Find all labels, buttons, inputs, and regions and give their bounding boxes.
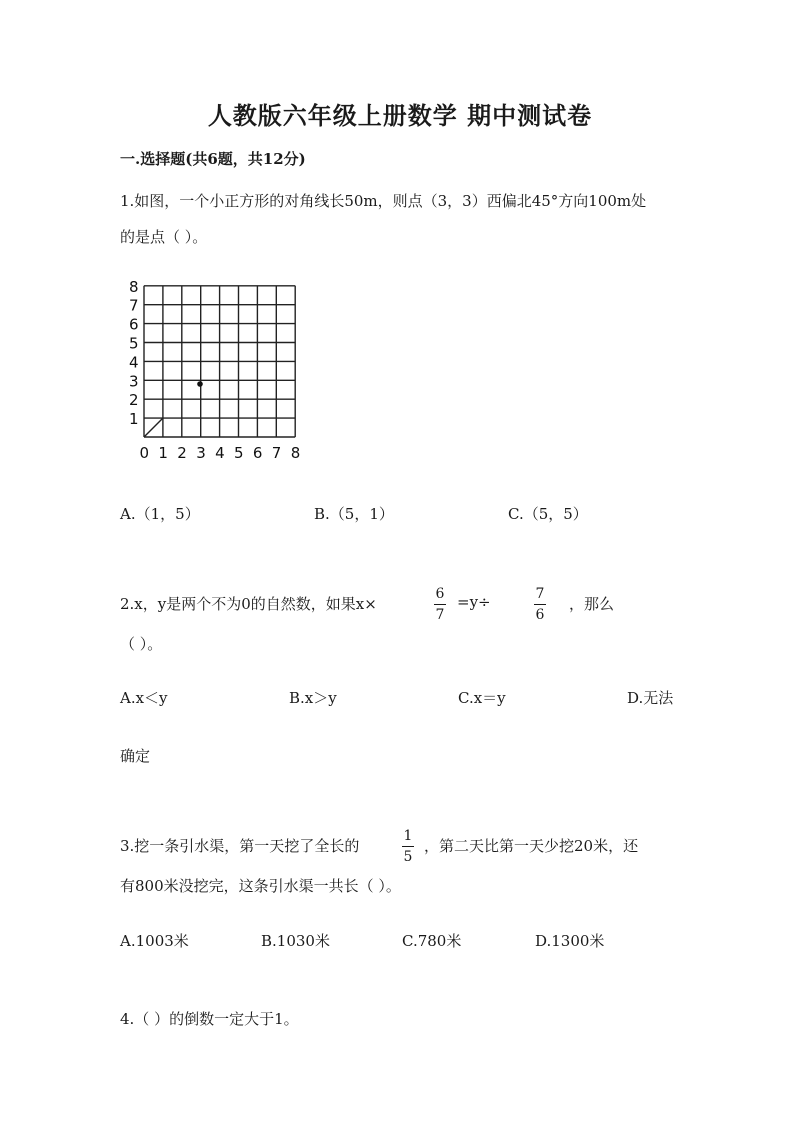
point-3-3 [197, 381, 203, 387]
question-2-text-cont: （ ）。 [120, 635, 163, 653]
fraction-denominator: 7 [435, 607, 445, 623]
y-axis-label: 6 [129, 315, 139, 334]
diagonal-segment [144, 418, 163, 437]
q2-option-d[interactable]: D.无法 [627, 689, 674, 707]
x-axis-label: 8 [290, 444, 301, 462]
question-2-text-end: ，那么 [569, 595, 615, 613]
q3-option-b[interactable]: B.1030米 [261, 932, 330, 950]
question-1-text: 1.如图，一个小正方形的对角线长50m，则点（3，3）西偏北45°方向100m处 [120, 192, 647, 210]
section-heading: 一.选择题(共6题，共12分) [120, 150, 306, 168]
q1-option-c[interactable]: C.（5，5） [508, 505, 588, 523]
q2-option-d-cont: 确定 [120, 747, 151, 765]
y-axis-label: 5 [129, 334, 139, 353]
x-axis-label: 4 [215, 444, 225, 462]
x-axis-label: 6 [252, 444, 263, 462]
q3-option-c[interactable]: C.780米 [402, 932, 462, 950]
q2-option-b[interactable]: B.x＞y [289, 689, 337, 707]
fraction-1-5 [402, 828, 414, 865]
fraction-denominator: 6 [535, 607, 545, 623]
y-axis-label: 4 [129, 353, 139, 372]
fraction-7-6 [534, 586, 546, 623]
x-axis-labels [140, 444, 301, 462]
y-axis-label: 2 [129, 391, 139, 410]
question-3-text-cont: 有800米没挖完，这条引水渠一共长（ ）。 [120, 877, 401, 895]
q2-option-c[interactable]: C.x＝y [458, 689, 506, 707]
y-axis-label: 1 [129, 410, 139, 429]
q3-option-d[interactable]: D.1300米 [535, 932, 605, 950]
question-3-text-end: ，第二天比第一天少挖20米，还 [424, 837, 639, 855]
x-axis-label: 1 [158, 444, 168, 462]
x-axis-label: 7 [271, 444, 282, 462]
x-axis-label: 2 [177, 444, 187, 462]
question-2-text: 2.x，y是两个不为0的自然数，如果x× [120, 595, 377, 613]
page-title: 人教版六年级上册数学 期中测试卷 [207, 101, 593, 130]
question-3-text: 3.挖一条引水渠，第一天挖了全长的 [120, 837, 360, 855]
question-2-text-mid: =y÷ [457, 593, 491, 611]
x-axis-label: 5 [234, 444, 244, 462]
question-1-text-cont: 的是点（ ）。 [120, 228, 208, 246]
x-axis-label: 0 [139, 444, 150, 462]
fraction-6-7 [434, 586, 446, 623]
y-axis-labels [129, 280, 139, 428]
fraction-numerator: 6 [435, 586, 445, 602]
y-axis-label: 8 [129, 280, 139, 296]
q1-option-a[interactable]: A.（1，5） [120, 505, 200, 523]
q3-option-a[interactable]: A.1003米 [120, 932, 189, 950]
grid-lines [144, 286, 295, 437]
coordinate-grid [126, 280, 306, 464]
question-4-text: 4.（ ）的倒数一定大于1。 [120, 1010, 299, 1028]
q1-option-b[interactable]: B.（5，1） [314, 505, 394, 523]
fraction-numerator: 7 [535, 586, 545, 602]
fraction-denominator: 5 [403, 849, 413, 865]
y-axis-label: 7 [129, 296, 139, 315]
q2-option-a[interactable]: A.x＜y [120, 689, 168, 707]
fraction-numerator: 1 [403, 828, 413, 844]
x-axis-label: 3 [196, 444, 206, 462]
y-axis-label: 3 [129, 372, 139, 391]
